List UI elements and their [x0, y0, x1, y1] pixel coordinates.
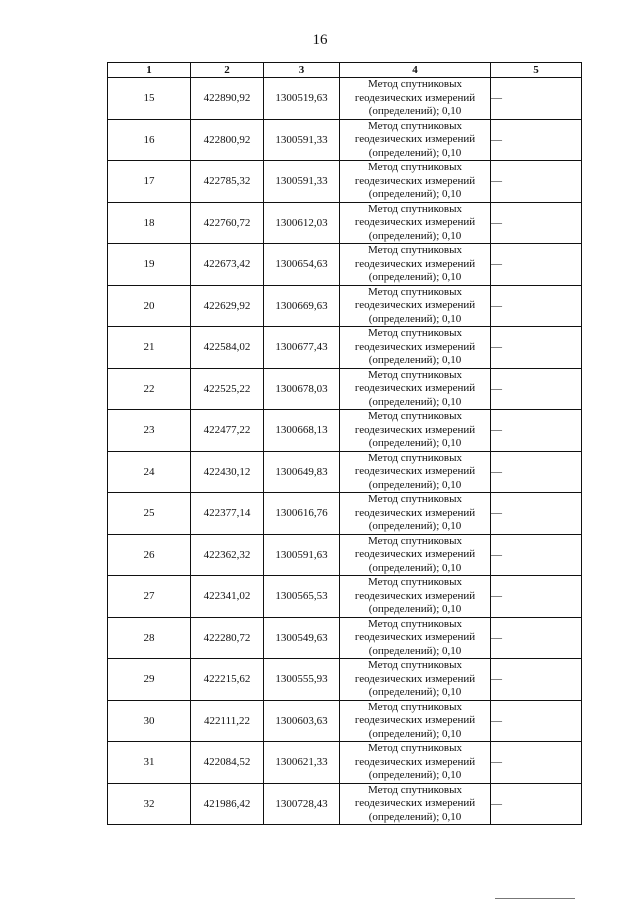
- point-number-cell: 19: [108, 244, 191, 286]
- note-cell: —: [491, 617, 582, 659]
- point-number-cell: 23: [108, 410, 191, 452]
- table-row: [108, 493, 582, 535]
- method-line: геодезических измерений: [354, 133, 476, 145]
- method-line: Метод спутниковых: [368, 410, 462, 422]
- point-number-cell: 27: [108, 576, 191, 618]
- method-line: Метод спутниковых: [368, 285, 462, 298]
- method-cell: [340, 78, 491, 120]
- method-line: геодезических измерений: [354, 423, 476, 436]
- method-line: Метод спутниковых: [368, 742, 462, 754]
- y-coordinate-cell: 1300591,33: [264, 119, 340, 161]
- table-row: [108, 659, 582, 701]
- table-row: [108, 700, 582, 742]
- table-row: [108, 783, 582, 825]
- method-line: геодезических измерений: [354, 755, 476, 768]
- x-coordinate-cell: 422525,22: [191, 368, 264, 410]
- method-line: Метод спутниковых: [368, 493, 462, 505]
- y-coordinate-cell: 1300649,83: [264, 451, 340, 493]
- method-cell: [340, 410, 491, 452]
- x-coordinate-cell: 422800,92: [191, 119, 264, 161]
- method-line: (определений); 0,10: [368, 603, 462, 615]
- table-row: [108, 119, 582, 161]
- x-coordinate-cell: 422430,12: [191, 451, 264, 493]
- method-cell: [340, 285, 491, 327]
- method-line: (определений); 0,10: [368, 271, 462, 283]
- x-coordinate-cell: 422377,14: [191, 493, 264, 535]
- page-number: 16: [312, 32, 328, 48]
- table-row: [108, 617, 582, 659]
- method-line: (определений); 0,10: [368, 146, 462, 159]
- header-col-3: 3: [264, 63, 340, 78]
- method-line: (определений); 0,10: [368, 437, 462, 449]
- method-line: (определений); 0,10: [368, 686, 462, 698]
- point-number-cell: 25: [108, 493, 191, 535]
- header-col-4: 4: [340, 63, 491, 78]
- method-cell: [340, 161, 491, 203]
- point-number-cell: 30: [108, 700, 191, 742]
- x-coordinate-cell: 422673,42: [191, 244, 264, 286]
- method-cell: [340, 119, 491, 161]
- method-cell: [340, 368, 491, 410]
- method-line: геодезических измерений: [354, 340, 476, 353]
- table-row: [108, 451, 582, 493]
- note-cell: —: [491, 285, 582, 327]
- point-number-cell: 31: [108, 742, 191, 784]
- method-line: Метод спутниковых: [368, 202, 462, 215]
- y-coordinate-cell: 1300565,53: [264, 576, 340, 618]
- method-line: геодезических измерений: [354, 672, 476, 685]
- table-row: [108, 576, 582, 618]
- method-cell: [340, 534, 491, 576]
- header-col-2: 2: [191, 63, 264, 78]
- y-coordinate-cell: 1300591,63: [264, 534, 340, 576]
- method-line: геодезических измерений: [354, 257, 476, 270]
- y-coordinate-cell: 1300678,03: [264, 368, 340, 410]
- method-line: Метод спутниковых: [368, 368, 462, 381]
- x-coordinate-cell: 422629,92: [191, 285, 264, 327]
- y-coordinate-cell: 1300616,76: [264, 493, 340, 535]
- x-coordinate-cell: 422111,22: [191, 700, 264, 742]
- note-cell: —: [491, 659, 582, 701]
- x-coordinate-cell: 422362,32: [191, 534, 264, 576]
- method-cell: [340, 617, 491, 659]
- point-number-cell: 18: [108, 202, 191, 244]
- method-line: Метод спутниковых: [368, 78, 462, 90]
- method-line: (определений); 0,10: [368, 478, 462, 491]
- point-number-cell: 21: [108, 327, 191, 369]
- method-line: геодезических измерений: [354, 589, 476, 602]
- coordinates-table: [107, 62, 582, 825]
- method-line: Метод спутниковых: [368, 783, 462, 796]
- table-row: [108, 161, 582, 203]
- point-number-cell: 15: [108, 78, 191, 120]
- y-coordinate-cell: 1300668,13: [264, 410, 340, 452]
- note-cell: —: [491, 700, 582, 742]
- method-cell: [340, 576, 491, 618]
- method-line: (определений); 0,10: [368, 520, 462, 532]
- note-cell: —: [491, 78, 582, 120]
- method-line: (определений); 0,10: [368, 644, 462, 657]
- table-row: [108, 202, 582, 244]
- y-coordinate-cell: 1300549,63: [264, 617, 340, 659]
- x-coordinate-cell: 422084,52: [191, 742, 264, 784]
- point-number-cell: 16: [108, 119, 191, 161]
- note-cell: —: [491, 783, 582, 825]
- method-line: Метод спутниковых: [368, 119, 462, 132]
- x-coordinate-cell: 422341,02: [191, 576, 264, 618]
- note-cell: —: [491, 368, 582, 410]
- method-line: Метод спутниковых: [368, 534, 462, 547]
- note-cell: —: [491, 451, 582, 493]
- method-line: геодезических измерений: [354, 91, 476, 104]
- method-line: (определений); 0,10: [368, 354, 462, 366]
- x-coordinate-cell: 422760,72: [191, 202, 264, 244]
- point-number-cell: 32: [108, 783, 191, 825]
- point-number-cell: 22: [108, 368, 191, 410]
- method-line: (определений); 0,10: [368, 810, 462, 823]
- note-cell: —: [491, 493, 582, 535]
- method-line: (определений); 0,10: [368, 312, 462, 325]
- note-cell: —: [491, 576, 582, 618]
- y-coordinate-cell: 1300677,43: [264, 327, 340, 369]
- method-line: Метод спутниковых: [368, 617, 462, 630]
- table-row: [108, 244, 582, 286]
- y-coordinate-cell: 1300612,03: [264, 202, 340, 244]
- method-cell: [340, 783, 491, 825]
- table-row: [108, 285, 582, 327]
- y-coordinate-cell: 1300519,63: [264, 78, 340, 120]
- method-line: (определений); 0,10: [368, 727, 462, 740]
- header-col-1: 1: [108, 63, 191, 78]
- x-coordinate-cell: 422584,02: [191, 327, 264, 369]
- header-col-5: 5: [491, 63, 582, 78]
- point-number-cell: 20: [108, 285, 191, 327]
- method-cell: [340, 659, 491, 701]
- x-coordinate-cell: 422477,22: [191, 410, 264, 452]
- method-line: геодезических измерений: [354, 506, 476, 519]
- method-cell: [340, 700, 491, 742]
- scan-artifact-line: [495, 898, 575, 899]
- method-line: геодезических измерений: [354, 382, 476, 394]
- note-cell: —: [491, 327, 582, 369]
- table-row: [108, 410, 582, 452]
- method-line: Метод спутниковых: [368, 576, 462, 588]
- method-line: Метод спутниковых: [368, 700, 462, 713]
- method-line: геодезических измерений: [354, 465, 476, 477]
- method-cell: [340, 742, 491, 784]
- table-row: [108, 78, 582, 120]
- table-row: [108, 327, 582, 369]
- x-coordinate-cell: 421986,42: [191, 783, 264, 825]
- point-number-cell: 28: [108, 617, 191, 659]
- y-coordinate-cell: 1300591,33: [264, 161, 340, 203]
- method-line: Метод спутниковых: [368, 161, 462, 173]
- method-line: Метод спутниковых: [368, 451, 462, 464]
- method-line: (определений); 0,10: [368, 105, 462, 117]
- y-coordinate-cell: 1300728,43: [264, 783, 340, 825]
- method-line: геодезических измерений: [354, 174, 476, 187]
- method-cell: [340, 327, 491, 369]
- method-line: (определений); 0,10: [368, 561, 462, 574]
- point-number-cell: 24: [108, 451, 191, 493]
- method-line: (определений); 0,10: [368, 395, 462, 408]
- table-row: [108, 534, 582, 576]
- method-line: геодезических измерений: [354, 299, 476, 311]
- method-line: геодезических измерений: [354, 631, 476, 643]
- method-cell: [340, 244, 491, 286]
- method-line: (определений); 0,10: [368, 188, 462, 200]
- method-cell: [340, 202, 491, 244]
- table-header-row: [108, 63, 582, 78]
- method-line: геодезических измерений: [354, 797, 476, 809]
- table-row: [108, 368, 582, 410]
- y-coordinate-cell: 1300669,63: [264, 285, 340, 327]
- method-line: геодезических измерений: [354, 714, 476, 726]
- note-cell: —: [491, 161, 582, 203]
- x-coordinate-cell: 422215,62: [191, 659, 264, 701]
- note-cell: —: [491, 534, 582, 576]
- table-body: [108, 78, 582, 825]
- note-cell: —: [491, 410, 582, 452]
- note-cell: —: [491, 742, 582, 784]
- x-coordinate-cell: 422785,32: [191, 161, 264, 203]
- note-cell: —: [491, 119, 582, 161]
- point-number-cell: 17: [108, 161, 191, 203]
- method-line: Метод спутниковых: [368, 659, 462, 671]
- note-cell: —: [491, 244, 582, 286]
- method-line: геодезических измерений: [354, 216, 476, 228]
- y-coordinate-cell: 1300621,33: [264, 742, 340, 784]
- x-coordinate-cell: 422890,92: [191, 78, 264, 120]
- note-cell: —: [491, 202, 582, 244]
- y-coordinate-cell: 1300603,63: [264, 700, 340, 742]
- table-row: [108, 742, 582, 784]
- method-line: Метод спутниковых: [368, 244, 462, 256]
- method-line: (определений); 0,10: [368, 769, 462, 781]
- y-coordinate-cell: 1300555,93: [264, 659, 340, 701]
- method-line: Метод спутниковых: [368, 327, 462, 339]
- x-coordinate-cell: 422280,72: [191, 617, 264, 659]
- method-cell: [340, 493, 491, 535]
- point-number-cell: 26: [108, 534, 191, 576]
- method-line: (определений); 0,10: [368, 229, 462, 242]
- method-line: геодезических измерений: [354, 548, 476, 560]
- y-coordinate-cell: 1300654,63: [264, 244, 340, 286]
- point-number-cell: 29: [108, 659, 191, 701]
- method-cell: [340, 451, 491, 493]
